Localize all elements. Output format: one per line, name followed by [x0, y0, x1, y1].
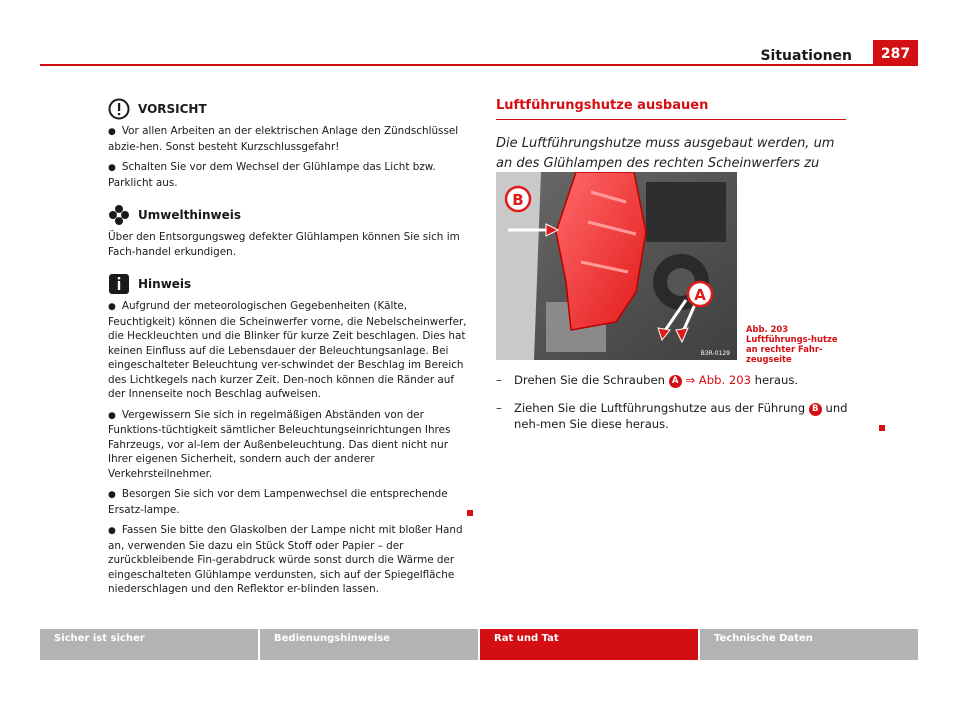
figure-illustration: [496, 172, 737, 360]
section-end-marker: [467, 510, 473, 516]
header-rule: [40, 64, 918, 66]
environment-heading: [108, 204, 472, 226]
figure-label-b: B: [512, 191, 524, 209]
figure-engine-bay: [496, 172, 737, 360]
warning-item-text: Vor allen Arbeiten an der elektrischen Anlage den Zündschlüssel abzie-hen. Sonst besteht Kurzschlussgefahr!: [108, 125, 459, 153]
header-title: Situationen: [760, 48, 852, 64]
note-item-text: Aufgrund der meteorologischen Gegebenheiten (Kälte, Feuchtigkeit) können die Scheinwerfer vorne, die Nebelscheinwerfer, die Heckleuchten und die Blinker für kurze Zeit beschlagen. Dies hat keinen Einfluss auf die Lebensdauer der Beleuchtungsanlage. Bei eingeschalteter Beleuchtung ver-schwindet der Beschlag im Bereich des Lichtkegels nach kurzer Zeit. Den-noch können die Ränder auf der Innenseite noch Beschlag aufweisen.: [108, 300, 467, 400]
footer-tab-sicher[interactable]: Sicher ist sicher: [40, 629, 258, 660]
step-dash: –: [496, 373, 502, 387]
warning-item: ● Schalten Sie vor dem Wechsel der Glühlampe das Licht bzw. Parklicht aus.: [108, 161, 436, 189]
warning-icon: [108, 98, 130, 120]
figure-reference-link[interactable]: ⇒ Abb. 203: [685, 373, 751, 387]
step-item: [496, 372, 856, 388]
note-item-text: Besorgen Sie sich vor dem Lampenwechsel die entsprechende Ersatz-lampe.: [108, 488, 448, 516]
step-item: [496, 400, 856, 432]
warning-item: ● Vor allen Arbeiten an der elektrischen Anlage den Zündschlüssel abzie-hen. Sonst besteht Kurzschlussgefahr!: [108, 125, 459, 153]
warning-item-text: Schalten Sie vor dem Wechsel der Glühlampe das Licht bzw. Parklicht aus.: [108, 161, 436, 189]
warning-heading: [108, 98, 472, 120]
step2-text-end: und neh-men Sie diese heraus.: [514, 401, 848, 431]
section-heading: Luftführungshutze ausbauen: [496, 98, 846, 120]
step1-text-end: heraus.: [754, 373, 799, 387]
intro-text: Die Luftführungshutze muss ausgebaut werden, um an des Glühlampen des rechten Scheinwerfers zu: [496, 136, 835, 171]
note-item: ● Aufgrund der meteorologischen Gegebenheiten (Kälte, Feuchtigkeit) können die Scheinwerfer vorne, die Nebelscheinwerfer, die Heckleuchten und die Blinker für kurze Zeit beschlagen. Dies hat keinen Einfluss auf die Lebensdauer der Beleuchtungsanlage. Bei eingeschalteter Beleuchtung ver-schwindet der Beschlag im Bereich des Lichtkegels nach kurzer Zeit. Den-noch können die Ränder auf der Innenseite noch Beschlag aufweisen.: [108, 300, 467, 400]
environment-title: Umwelthinweis: [138, 207, 242, 222]
figure-code: B3R-0129: [700, 350, 730, 357]
footer-nav: [40, 629, 918, 660]
note-item: ● Vergewissern Sie sich in regelmäßigen Abständen von der Funktions-tüchtigkeit sämtlicher Beleuchtungseinrichtungen Ihres Fahrzeugs, vor al-lem der Außenbeleuchtung. Das dient nicht nur Ihrer eigenen Sicherheit, sondern auch der anderer Verkehrsteilnehmer.: [108, 408, 451, 480]
flower-icon: [108, 204, 130, 226]
note-item: ● Fassen Sie bitte den Glaskolben der Lampe nicht mit bloßer Hand an, verwenden Sie dazu ein Stück Stoff oder Papier – der zurückbleibende Fin-gerabdruck würde sonst durch die Wärme der eingeschalteten Glühlampe verdunsten, sich auf der Spiegelfläche niederschlagen und den Reflektor er-blinden lassen.: [108, 524, 463, 595]
note-title: Hinweis: [138, 276, 192, 291]
note-item-text: Vergewissern Sie sich in regelmäßigen Abständen von der Funktions-tüchtigkeit sämtlicher Beleuchtungseinrichtungen Ihres Fahrzeugs, vor al-lem der Außenbeleuchtung. Das dient nicht nur Ihrer eigenen Sicherheit, sondern auch der anderer Verkehrsteilnehmer.: [108, 408, 451, 480]
callout-b-badge: B: [809, 403, 822, 416]
step2-text: Ziehen Sie die Luftführungshutze aus der Führung: [514, 401, 806, 415]
figure-caption: Abb. 203 Luftführungs-hutze an rechter Fahr-zeugseite: [746, 324, 838, 364]
step-dash: –: [496, 401, 502, 415]
note-item-text: Fassen Sie bitte den Glaskolben der Lampe nicht mit bloßer Hand an, verwenden Sie dazu ein Stück Stoff oder Papier – der zurückbleibende Fin-gerabdruck würde sonst durch die Wärme der eingeschalteten Glühlampe verdunsten, sich auf der Spiegelfläche niederschlagen und den Reflektor er-blinden lassen.: [108, 524, 463, 595]
footer-tab-rat-und-tat[interactable]: Rat und Tat: [480, 629, 698, 660]
right-column: [496, 98, 848, 431]
callout-a-badge: A: [669, 375, 682, 388]
footer-tab-technische-daten[interactable]: Technische Daten: [700, 629, 918, 660]
note-item: ● Besorgen Sie sich vor dem Lampenwechsel die entsprechende Ersatz-lampe.: [108, 488, 448, 516]
figure-label-a: A: [694, 286, 706, 304]
footer-tab-bedienung[interactable]: Bedienungshinweise: [260, 629, 478, 660]
page-number: 287: [873, 40, 918, 66]
steps-list: [496, 372, 856, 444]
note-heading: [108, 273, 472, 295]
section-end-marker: [879, 425, 885, 431]
warning-title: VORSICHT: [138, 101, 207, 116]
info-icon: [108, 273, 130, 295]
step1-text: Drehen Sie die Schrauben: [514, 373, 666, 387]
environment-text: Über den Entsorgungsweg defekter Glühlampen können Sie sich im Fach-handel erkundigen.: [108, 231, 460, 258]
left-column: [108, 98, 472, 603]
